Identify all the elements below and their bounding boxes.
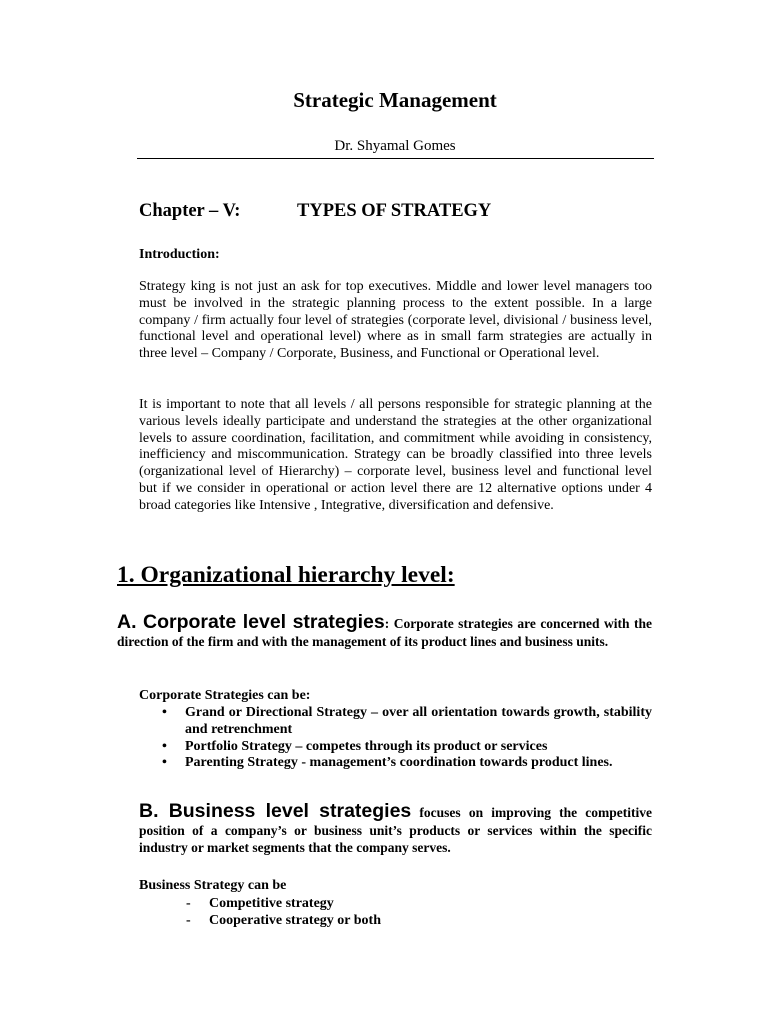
introduction-paragraph-1: Strategy king is not just an ask for top executives. Middle and lower level managers too must be involved in the strategic planning process to the extent possible. In a large company / firm actually four level of strategies (corporate level, divisional / business level, functional level and operational level) where as in small farm strategies are actually in three level – Company / Corporate, Business, and Functional or Operational level. xyxy=(139,279,652,362)
introduction-paragraph-2: It is important to note that all levels / all persons responsible for strategic planning at the various levels ideally participate and understand the strategies at the other organizational levels to assure coordination, facilitation, and commitment while avoiding in consistency, inefficiency and miscommunication. Strategy can be broadly classified into three levels (organizational level of Hierarchy) – corporate level, business level and functional level but if we consider in operational or action level there are 12 alternative options under 4 broad categories like Intensive , Integrative, diversification and defensive. xyxy=(139,397,652,513)
author-name: Dr. Shyamal Gomes xyxy=(334,138,456,154)
header-divider xyxy=(137,158,654,159)
corporate-level-colon: : xyxy=(384,616,390,631)
list-item: • Grand or Directional Strategy – over all orientation towards growth, stability and retrenchment xyxy=(162,705,652,739)
list-item: • Parenting Strategy - management’s coordination towards product lines. xyxy=(162,755,652,772)
list-item: - Cooperative strategy or both xyxy=(186,912,381,929)
chapter-title: TYPES OF STRATEGY xyxy=(297,201,492,221)
list-item: - Competitive strategy xyxy=(186,895,381,912)
business-level-paragraph xyxy=(139,800,652,857)
corporate-level-text: Corporate strategies are concerned with the direction of the firm and with the management of its product lines and business units. xyxy=(117,616,652,649)
document-title: Strategic Management xyxy=(293,88,497,112)
corporate-level-paragraph xyxy=(117,611,652,650)
business-list-heading: Business Strategy can be xyxy=(139,878,287,893)
section-heading: 1. Organizational hierarchy level: xyxy=(117,562,455,588)
list-item: • Portfolio Strategy – competes through its product or services xyxy=(162,739,652,756)
corporate-strategy-list xyxy=(162,705,652,772)
chapter-label: Chapter – V: xyxy=(139,201,241,221)
business-strategy-list xyxy=(186,895,381,929)
introduction-heading: Introduction: xyxy=(139,247,220,262)
corporate-level-title: A. Corporate level strategies xyxy=(117,611,385,633)
business-level-text: focuses on improving the competitive position of a company’s or business unit’s products or services within the specific industry or market segments that the company serves. xyxy=(139,805,652,855)
corporate-list-heading: Corporate Strategies can be: xyxy=(139,688,311,703)
business-level-title: B. Business level strategies xyxy=(139,800,412,822)
